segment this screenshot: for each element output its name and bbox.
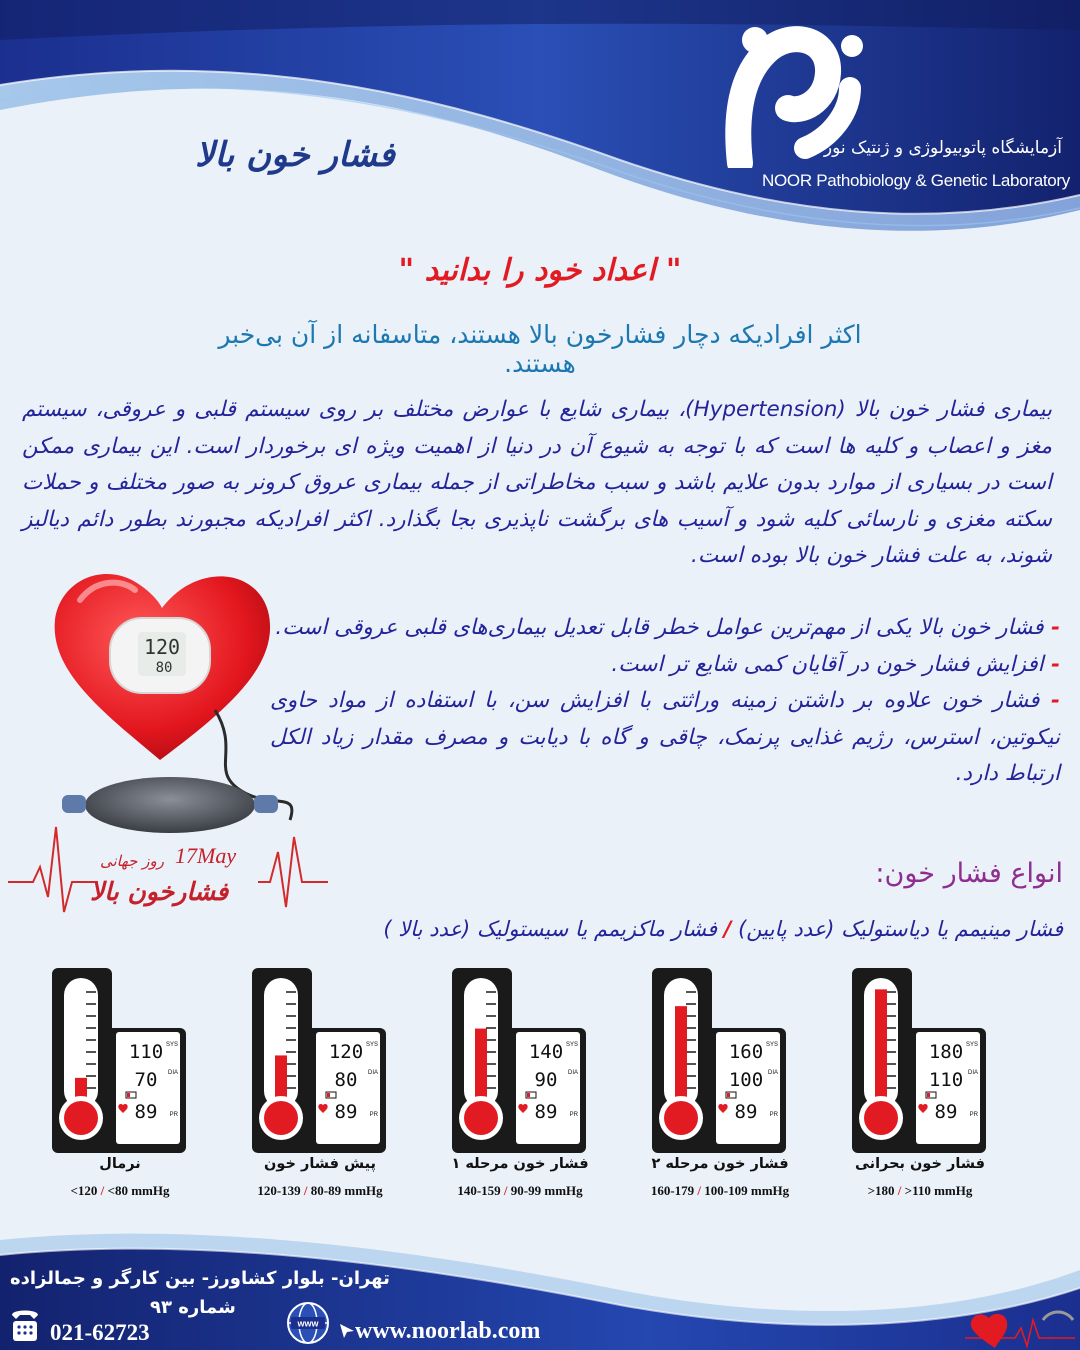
- lab-logo: [700, 18, 1070, 190]
- mercury-fill: [475, 1029, 487, 1098]
- gauge-sys-label: SYS: [765, 1042, 778, 1048]
- lab-name-persian: آزمایشگاه پاتوبیولوژی و ژنتیک نور: [823, 138, 1062, 158]
- gauge-pulse-value: 89: [334, 1101, 358, 1123]
- gauge-sys-value: 160: [728, 1041, 764, 1063]
- gauge-pr-label: PR: [769, 1112, 778, 1118]
- gauge-sys-label: SYS: [165, 1042, 178, 1048]
- heart-monitor-dia: 80: [155, 660, 173, 676]
- thermometer-monitor-icon: [650, 968, 790, 1153]
- gauge-category-name: فشار خون مرحله ۲: [651, 1156, 789, 1172]
- gauge-sys-label: SYS: [965, 1042, 978, 1048]
- gauge-pulse-value: 89: [934, 1101, 958, 1123]
- page-title: فشار خون بالا: [195, 135, 395, 175]
- www-badge: www: [297, 1318, 319, 1329]
- facts-list: [270, 610, 1060, 793]
- gauge-category-name: فشار خون مرحله ۱: [451, 1156, 589, 1172]
- heart-monitor-sys: 120: [143, 635, 181, 659]
- gauge-dia-value: 80: [334, 1069, 358, 1091]
- gauge-sys-value: 180: [928, 1041, 964, 1063]
- gauge-dia-label: DIA: [967, 1070, 978, 1076]
- subtitle: اکثر افرادیکه دچار فشارخون بالا هستند، متاسفانه از آن بی‌خبر هستند.: [218, 320, 862, 378]
- heart-pulse-icon: [965, 1310, 1075, 1350]
- phone-icon: [8, 1305, 42, 1343]
- fact-item: - فشار خون بالا یکی از مهم‌ترین عوامل خطر قابل تعدیل بیماری‌های قلبی عروقی است.: [275, 615, 1060, 640]
- gauge-pr-label: PR: [369, 1112, 378, 1118]
- gauge-pulse-value: 89: [734, 1101, 758, 1123]
- address-line-2: شماره ۹۳: [150, 1297, 236, 1318]
- thermometer-monitor-icon: [450, 968, 590, 1153]
- gauge-pr-label: PR: [969, 1112, 978, 1118]
- lab-name-english: NOOR Pathobiology & Genetic Laboratory: [762, 171, 1070, 190]
- gauge-sys-label: SYS: [565, 1042, 578, 1048]
- gauge-sys-label: SYS: [365, 1042, 378, 1048]
- gauge-sys-value: 110: [128, 1041, 164, 1063]
- mercury-fill: [75, 1078, 87, 1098]
- gauge-dia-label: DIA: [367, 1070, 378, 1076]
- gauge-range: 120-139 / 80-89 mmHg: [257, 1183, 383, 1198]
- gauge-sys-value: 120: [328, 1041, 364, 1063]
- globe-icon: [285, 1300, 331, 1346]
- types-heading: انواع فشار خون:: [875, 858, 1063, 889]
- bp-gauge: [640, 968, 820, 1208]
- gauge-range: 160-179 / 100-109 mmHg: [650, 1183, 790, 1198]
- types-subtitle: فشار مینیمم یا دیاستولیک (عدد پایین) / فشار ماکزیمم یا سیستولیک (عدد بالا ): [383, 917, 1063, 941]
- bp-category-gauges: [40, 968, 1060, 1208]
- gauge-range: 140-159 / 90-99 mmHg: [457, 1183, 583, 1198]
- gauge-range: <120 / <80 mmHg: [70, 1183, 170, 1198]
- mercury-fill: [275, 1055, 287, 1098]
- gauge-category-name: پیش فشار خون: [264, 1156, 376, 1172]
- bp-gauge: [440, 968, 620, 1208]
- mercury-fill: [875, 989, 887, 1098]
- world-day-date: 17May: [175, 843, 237, 868]
- gauge-dia-value: 70: [134, 1069, 158, 1091]
- thermometer-monitor-icon: [50, 968, 190, 1153]
- gauge-category-name: فشار خون بحرانی: [854, 1156, 986, 1172]
- address-line-1: تهران- بلوار کشاورز- بین کارگر و جمالزاده: [10, 1268, 390, 1289]
- slogan: " اعداد خود را بدانید ": [398, 253, 682, 288]
- gauge-sys-value: 140: [528, 1041, 564, 1063]
- gauge-dia-value: 90: [534, 1069, 558, 1091]
- gauge-pr-label: PR: [169, 1112, 178, 1118]
- cursor-icon: [338, 1322, 356, 1340]
- gauge-dia-value: 110: [928, 1069, 964, 1091]
- bp-gauge: [240, 968, 420, 1208]
- gauge-category-name: نرمال: [99, 1156, 141, 1172]
- world-day-label: روز جهانی: [100, 852, 164, 870]
- gauge-dia-value: 100: [728, 1069, 764, 1091]
- gauge-pulse-value: 89: [134, 1101, 158, 1123]
- phone-number[interactable]: 021-62723: [50, 1320, 150, 1345]
- fact-item: - فشار خون علاوه بر داشتن زمینه وراثتی با افزایش سن، با استفاده از مواد حاوی نیکوتین، استرس، رژیم غذایی پرنمک، چاقی و گاه با دیابت و مصرف مقدار زیاد الکل ارتباط دارد.: [270, 688, 1060, 786]
- world-day-title: فشارخون بالا: [90, 877, 229, 906]
- website-link[interactable]: www.noorlab.com: [355, 1318, 541, 1344]
- gauge-dia-label: DIA: [567, 1070, 578, 1076]
- thermometer-monitor-icon: [250, 968, 390, 1153]
- gauge-pr-label: PR: [569, 1112, 578, 1118]
- fact-item: - افزایش فشار خون در آقایان کمی شایع تر است.: [611, 651, 1060, 677]
- thermometer-monitor-icon: [850, 968, 990, 1153]
- gauge-dia-label: DIA: [767, 1070, 778, 1076]
- bp-gauge: [840, 968, 1020, 1208]
- mercury-fill: [675, 1006, 687, 1098]
- gauge-range: >180 / >110 mmHg: [867, 1183, 973, 1198]
- intro-paragraph: بیماری فشار خون بالا (Hypertension)، بیماری شایع با عوارض مختلف بر روی سیستم قلبی و عروقی، سیستم مغز و اعصاب و کلیه ها است که با توجه به شیوع آن در دنیا از اهمیت ویژه ای برخوردار است. این بیماری ممکن است در بسیاری از موارد بدون علایم باشد و سبب مخاطراتی از جمله بیماری عروق کرونر به صور مختلف و حملات سکته مغزی و نارسائی کلیه شود و آسیب های برگشت ناپذیری بجا بگذارد. اکثر افرادیکه مجبورند بطور دائم دیالیز شوند، به علت فشار خون بالا بوده است.: [22, 397, 1052, 568]
- gauge-pulse-value: 89: [534, 1101, 558, 1123]
- gauge-dia-label: DIA: [167, 1070, 178, 1076]
- bp-gauge: [40, 968, 220, 1208]
